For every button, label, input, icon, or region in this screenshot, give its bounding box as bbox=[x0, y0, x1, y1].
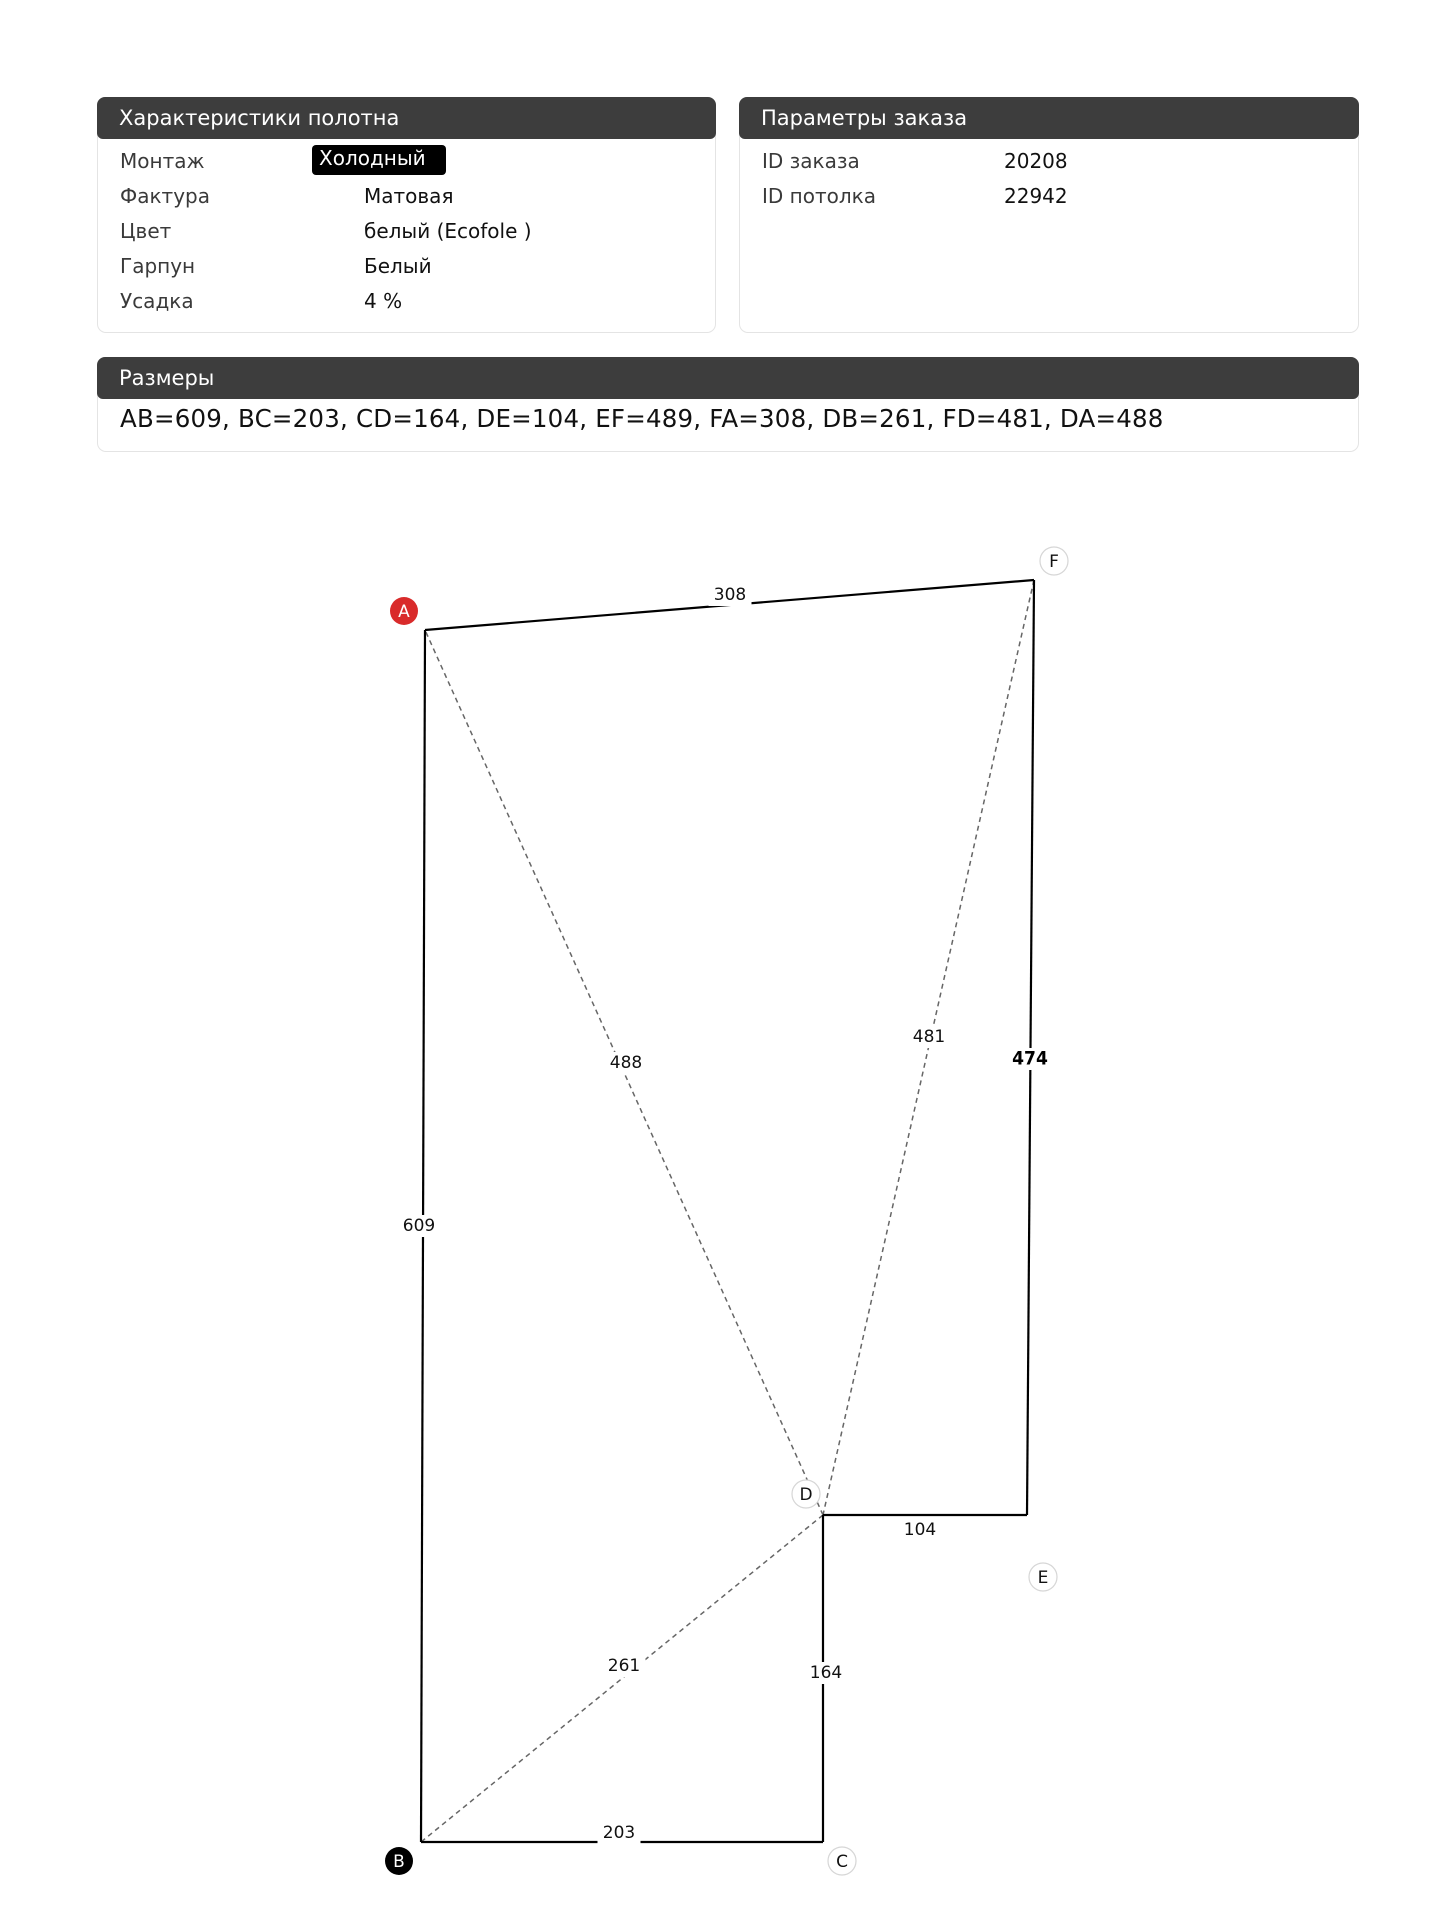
order-id-value: 20208 bbox=[1004, 149, 1068, 173]
side-label-ab: 609 bbox=[402, 1216, 436, 1236]
point-d bbox=[792, 1480, 820, 1508]
sides-layer bbox=[421, 580, 1034, 1842]
color-value: белый (Ecofole ) bbox=[364, 219, 532, 243]
harpoon-label: Гарпун bbox=[120, 254, 196, 278]
point-c bbox=[828, 1847, 856, 1875]
diagonals-layer bbox=[421, 580, 1034, 1842]
ceiling-id-value: 22942 bbox=[1004, 184, 1068, 208]
color-label: Цвет bbox=[120, 219, 172, 243]
svg-text:D: D bbox=[799, 1485, 813, 1505]
mounting-label: Монтаж bbox=[120, 149, 205, 173]
canvas-characteristics-title: Характеристики полотна bbox=[97, 97, 716, 139]
svg-text:F: F bbox=[1049, 552, 1059, 572]
side-label-fa: 308 bbox=[713, 585, 747, 605]
diagonal-label-db: 261 bbox=[607, 1656, 641, 1676]
mounting-value-badge: Холодный bbox=[312, 145, 446, 175]
diagonal-label-da: 488 bbox=[609, 1053, 643, 1073]
side-label-ef: 474 bbox=[1012, 1047, 1048, 1070]
side-label-bc: 203 bbox=[602, 1823, 636, 1843]
shrinkage-label: Усадка bbox=[120, 289, 194, 313]
svg-text:E: E bbox=[1037, 1568, 1049, 1588]
dimensions-title: Размеры bbox=[97, 357, 1359, 399]
order-id-label: ID заказа bbox=[762, 149, 860, 173]
texture-value: Матовая bbox=[364, 184, 454, 208]
ceiling-id-label: ID потолка bbox=[762, 184, 876, 208]
side-label-cd: 164 bbox=[809, 1663, 843, 1683]
dimensions-list: AB=609, BC=203, CD=164, DE=104, EF=489, FA=308, DB=261, FD=481, DA=488 bbox=[120, 404, 1164, 433]
shrinkage-value: 4 % bbox=[364, 289, 403, 313]
svg-text:C: C bbox=[836, 1852, 848, 1872]
svg-text:A: A bbox=[398, 602, 410, 622]
svg-text:B: B bbox=[393, 1852, 405, 1872]
point-f bbox=[1040, 547, 1068, 575]
texture-label: Фактура bbox=[120, 184, 210, 208]
diagonal-db bbox=[421, 1515, 823, 1842]
points-layer bbox=[385, 547, 1068, 1875]
point-b bbox=[385, 1847, 413, 1875]
harpoon-value: Белый bbox=[364, 254, 432, 278]
side-label-de: 104 bbox=[903, 1520, 937, 1540]
labels-layer bbox=[398, 584, 1052, 1844]
point-a bbox=[390, 597, 418, 625]
point-e bbox=[1029, 1563, 1057, 1591]
order-parameters-title: Параметры заказа bbox=[739, 97, 1359, 139]
diagonal-label-fd: 481 bbox=[912, 1027, 946, 1047]
